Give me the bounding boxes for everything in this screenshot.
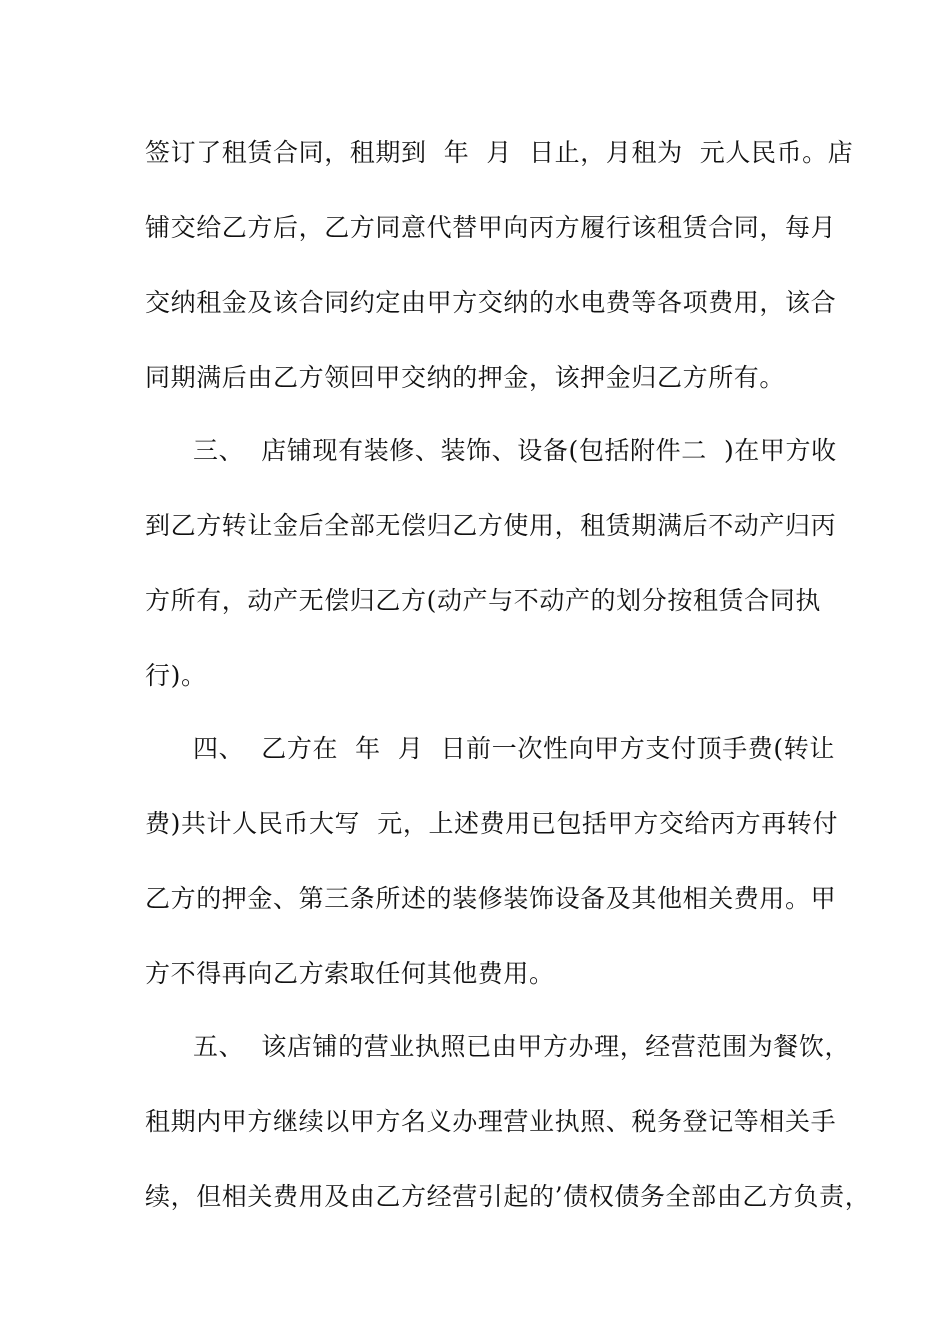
text-line-3: 交纳租金及该合同约定由甲方交纳的水电费等各项费用，该合	[145, 288, 837, 317]
text-line-6: 到乙方转让金后全部无偿归乙方使用，租赁期满后不动产归丙	[145, 511, 837, 540]
text-line-7: 方所有，动产无偿归乙方(动产与不动产的划分按租赁合同执	[145, 586, 821, 615]
text-line-14: 租期内甲方继续以甲方名义办理营业执照、税务登记等相关手	[145, 1107, 837, 1136]
text-line-12: 方不得再向乙方索取任何其他费用。	[145, 959, 555, 988]
text-line-1: 签订了租赁合同，租期到 年 月 日止，月租为 元人民币。店	[145, 138, 854, 167]
text-line-10: 费)共计人民币大写 元，上述费用已包括甲方交给丙方再转付	[145, 809, 839, 838]
text-line-8: 行)。	[145, 661, 207, 690]
text-line-15: 续，但相关费用及由乙方经营引起的’债权债务全部由乙方负责，	[145, 1182, 871, 1211]
text-line-2: 铺交给乙方后，乙方同意代替甲向丙方履行该租赁合同，每月	[145, 213, 837, 242]
clause-3-line-1: 三、 店铺现有装修、装饰、设备(包括附件二 )在甲方收	[193, 436, 837, 465]
text-line-11: 乙方的押金、第三条所述的装修装饰设备及其他相关费用。甲	[145, 884, 837, 913]
clause-5-line-1: 五、 该店铺的营业执照已由甲方办理，经营范围为餐饮，	[193, 1032, 851, 1061]
text-line-4: 同期满后由乙方领回甲交纳的押金，该押金归乙方所有。	[145, 363, 786, 392]
clause-4-line-1: 四、 乙方在 年 月 日前一次性向甲方支付顶手费(转让	[193, 734, 835, 763]
